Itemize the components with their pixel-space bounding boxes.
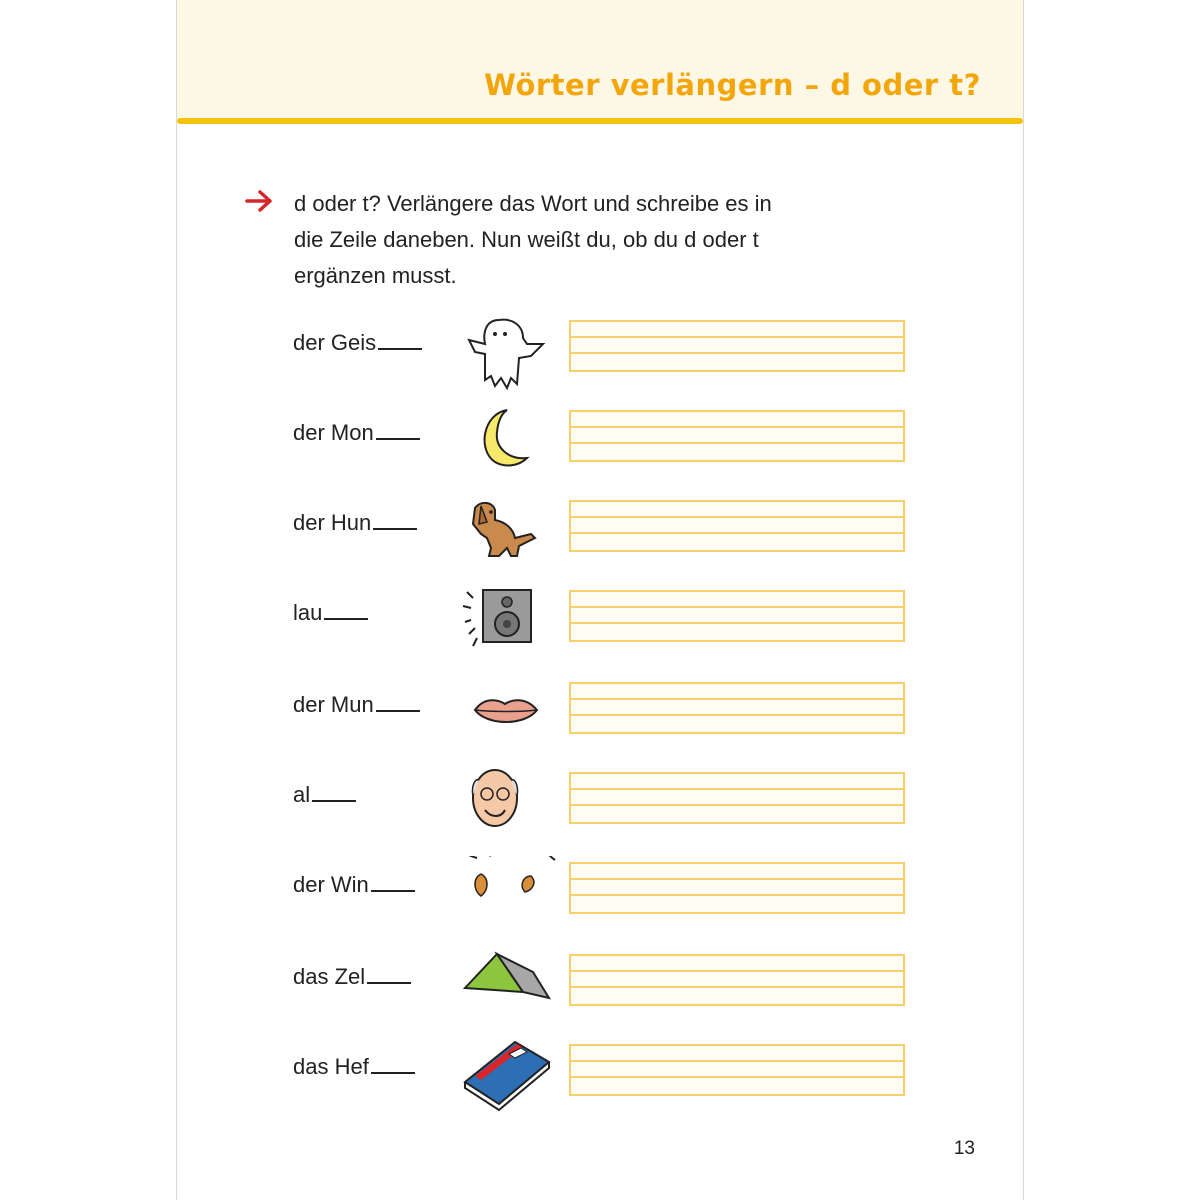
exercise-row (177, 1038, 1023, 1118)
exercise-row (177, 856, 1023, 936)
writing-lines[interactable] (569, 862, 905, 914)
writing-lines[interactable] (569, 590, 905, 642)
ghost-icon (461, 314, 561, 394)
exercise-row (177, 314, 1023, 394)
page-number: 13 (953, 1138, 975, 1159)
arrow-icon (245, 188, 275, 214)
exercise-row (177, 676, 1023, 756)
writing-lines[interactable] (569, 1044, 905, 1096)
tent-icon (461, 948, 561, 1028)
mouth-icon (461, 676, 561, 756)
writing-lines[interactable] (569, 410, 905, 462)
exercise-word: der Hun (293, 510, 417, 536)
writing-lines[interactable] (569, 500, 905, 552)
loudspeaker-icon (461, 584, 561, 664)
writing-lines[interactable] (569, 320, 905, 372)
instruction-line: die Zeile daneben. Nun weißt du, ob du d oder t (294, 227, 759, 252)
exercise-word: der Mon (293, 420, 420, 446)
writing-lines[interactable] (569, 954, 905, 1006)
wind-leaves-icon (461, 856, 561, 936)
old-man-icon (461, 766, 561, 846)
instruction-line: d oder t? Verlängere das Wort und schreibe es in (294, 191, 772, 216)
exercise-word: der Win (293, 872, 415, 898)
writing-lines[interactable] (569, 772, 905, 824)
instruction-line: ergänzen musst. (294, 263, 457, 288)
writing-lines[interactable] (569, 682, 905, 734)
exercise-word: das Zel (293, 964, 411, 990)
exercise-word: der Mun (293, 692, 420, 718)
exercise-row (177, 766, 1023, 846)
exercise-row (177, 584, 1023, 664)
notebook-icon (461, 1038, 561, 1118)
header-divider (177, 118, 1023, 124)
exercise-word: al (293, 782, 356, 808)
header-band (177, 0, 1023, 122)
exercise-word: das Hef (293, 1054, 415, 1080)
page-title: Wörter verlängern – d oder t? (484, 68, 981, 102)
moon-icon (461, 404, 561, 484)
exercise-word: der Geis (293, 330, 422, 356)
dog-icon (461, 494, 561, 574)
exercise-row (177, 494, 1023, 574)
exercise-word: lau (293, 600, 368, 626)
instructions (294, 186, 914, 294)
exercise-row (177, 404, 1023, 484)
workbook-page (176, 0, 1024, 1200)
exercise-row (177, 948, 1023, 1028)
